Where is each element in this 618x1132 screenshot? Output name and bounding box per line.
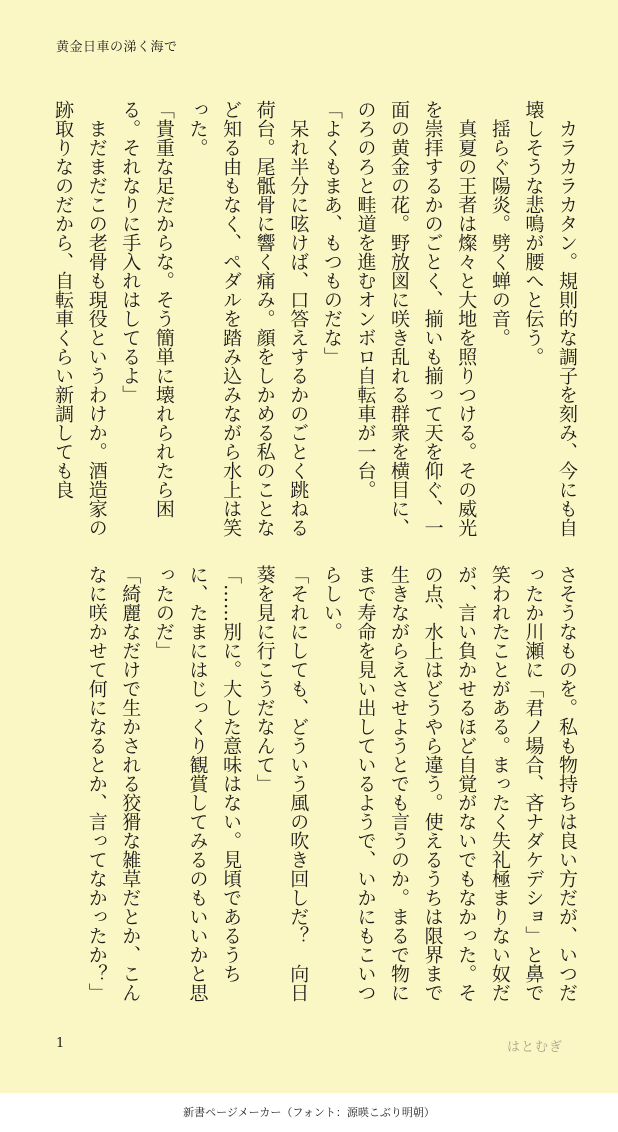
paragraph: 「よくもまあ、もつものだな」	[320, 100, 343, 366]
paragraph: 真夏の王者は燦々と大地を照りつける。その威光を崇拝するかのごとく、揃いも揃って天を仰ぐ、一面の黄金の花。野放図に咲き乱れる群衆を横目に、のろのろと畦道を進むオンボロ自転車が一台。	[354, 100, 478, 537]
paragraph: 「……別に。大した意味はない。見頃であるうちに、たまにはじっくり観賞してみるのもいいかと思ったのだ」	[152, 565, 243, 1002]
page-number: 1	[56, 1036, 65, 1051]
credit-footer: 新書ページメーカー（フォント：源暎こぶり明朝）	[0, 1093, 618, 1132]
paragraph: 呆れ半分に呟けば、口答えするかのごとく跳ねる荷台。尾骶骨に響く痛み。顔をしかめる私のことなど知る由もなく、ペダルを踏み込みながら水上は笑った。	[186, 100, 310, 537]
author-name: はとむぎ	[506, 1040, 563, 1055]
paragraph: 「それにしても、どういう風の吹き回しだ？ 向日葵を見に行こうだなんて」	[253, 565, 310, 1002]
paragraph: 揺らぐ陽炎。劈く蝉の音。	[488, 119, 511, 347]
paragraph: カラカラカタン。規則的な調子を刻み、今にも自壊しそうな悲鳴が腰へと伝う。	[522, 100, 578, 537]
paragraph: 「綺麗なだけで生かされる狡猾な雑草だとか、こんなに咲かせて何になるとか、言ってなかったか？」	[85, 565, 142, 1002]
paragraph: まだまだこの老骨も現役というわけか。酒造家の跡取りなのだから、自転車くらい新調しても良	[52, 100, 108, 537]
running-title: 黄金日車の涕く海で	[56, 40, 178, 55]
text-column-upper	[43, 100, 583, 538]
text-column-lower	[43, 565, 583, 1003]
paragraph: 「貴重な足だからな。そう簡単に壊れられたら困る。それなりに手入れはしてるよ」	[119, 100, 175, 518]
paragraph: さそうなものを。私も物持ちは良い方だが、いつだったか川瀬に「君ノ場合、吝ナダケデショ」と鼻で笑われたことがある。まったく失礼極まりない奴だが、言い負かせるほど自覚がないでもなかった。その点、水上はどうやら違う。使えるうちは限界まで生きながらえさせようとでも言うのか。まるで物にまで寿命を見い出しているようで、いかにもこいつらしい。	[320, 565, 578, 1002]
